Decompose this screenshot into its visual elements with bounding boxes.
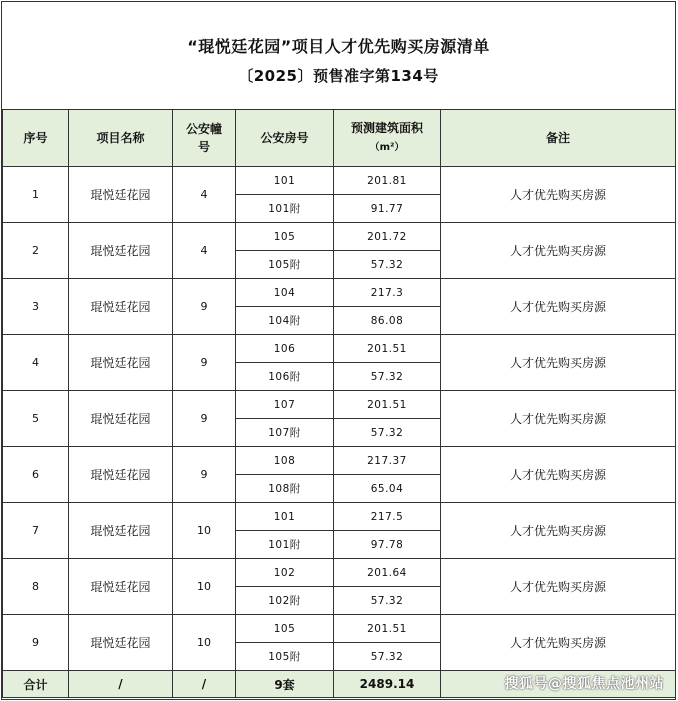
table-row [3,167,676,195]
row-project: 琨悦廷花园 [69,615,173,671]
unit-area: 57.32 [334,419,441,447]
unit-area: 217.37 [334,447,441,475]
unit-room: 101附 [236,531,334,559]
header-room: 公安房号 [236,110,334,167]
unit-area: 201.51 [334,391,441,419]
unit-room: 104附 [236,307,334,335]
row-project: 琨悦廷花园 [69,223,173,279]
row-seq: 7 [3,503,69,559]
row-project: 琨悦廷花园 [69,559,173,615]
row-building: 9 [173,335,236,391]
unit-area: 86.08 [334,307,441,335]
unit-area: 65.04 [334,475,441,503]
header-row [3,110,676,167]
row-note: 人才优先购买房源 [441,615,676,671]
unit-area: 57.32 [334,363,441,391]
total-area: 2489.14 [334,671,441,698]
total-project: / [69,671,173,698]
row-note: 人才优先购买房源 [441,503,676,559]
watermark: 搜狐号@搜狐焦点池州站 [504,676,664,692]
row-building: 4 [173,167,236,223]
unit-room: 105 [236,223,334,251]
row-building: 10 [173,559,236,615]
header-note: 备注 [441,110,676,167]
header-project: 项目名称 [69,110,173,167]
unit-room: 108附 [236,475,334,503]
row-seq: 9 [3,615,69,671]
row-seq: 3 [3,279,69,335]
unit-area: 57.32 [334,587,441,615]
row-seq: 1 [3,167,69,223]
row-seq: 6 [3,447,69,503]
header-building-line1: 公安幢 [185,122,222,136]
header-seq: 序号 [3,110,69,167]
row-project: 琨悦廷花园 [69,335,173,391]
row-building: 10 [173,615,236,671]
unit-room: 105附 [236,643,334,671]
row-seq: 4 [3,335,69,391]
unit-room: 101附 [236,195,334,223]
unit-room: 101 [236,503,334,531]
unit-room: 105附 [236,251,334,279]
table-row [3,447,676,475]
document-title: “琨悦廷花园”项目人才优先购买房源清单 [187,37,490,56]
row-note: 人才优先购买房源 [441,167,676,223]
row-note: 人才优先购买房源 [441,223,676,279]
table-row [3,335,676,363]
row-project: 琨悦廷花园 [69,167,173,223]
unit-area: 201.51 [334,615,441,643]
unit-room: 108 [236,447,334,475]
unit-area: 97.78 [334,531,441,559]
document-sheet [1,1,676,700]
unit-area: 201.72 [334,223,441,251]
unit-area: 57.32 [334,251,441,279]
row-seq: 2 [3,223,69,279]
unit-room: 107 [236,391,334,419]
table-row [3,615,676,643]
unit-area: 201.81 [334,167,441,195]
table-row [3,391,676,419]
unit-room: 102附 [236,587,334,615]
unit-room: 102 [236,559,334,587]
row-note: 人才优先购买房源 [441,447,676,503]
table-body [3,167,676,671]
unit-area: 57.32 [334,643,441,671]
table-row [3,279,676,307]
unit-room: 106 [236,335,334,363]
table-row [3,223,676,251]
row-project: 琨悦廷花园 [69,447,173,503]
header-area-line1: 预测建筑面积 [350,121,423,135]
unit-room: 104 [236,279,334,307]
row-project: 琨悦廷花园 [69,391,173,447]
unit-area: 217.3 [334,279,441,307]
row-note: 人才优先购买房源 [441,559,676,615]
table-row [3,503,676,531]
unit-area: 201.51 [334,335,441,363]
header-area-line2: （m²） [369,142,405,153]
unit-area: 217.5 [334,503,441,531]
header-building [173,110,236,167]
row-project: 琨悦廷花园 [69,503,173,559]
unit-room: 101 [236,167,334,195]
total-label: 合计 [3,671,69,698]
unit-area: 91.77 [334,195,441,223]
unit-area: 201.64 [334,559,441,587]
row-building: 9 [173,391,236,447]
header-building-line2: 号 [197,140,210,154]
row-seq: 5 [3,391,69,447]
total-building: / [173,671,236,698]
row-note: 人才优先购买房源 [441,391,676,447]
unit-room: 106附 [236,363,334,391]
row-building: 9 [173,447,236,503]
row-building: 4 [173,223,236,279]
row-note: 人才优先购买房源 [441,335,676,391]
row-seq: 8 [3,559,69,615]
row-building: 10 [173,503,236,559]
row-note: 人才优先购买房源 [441,279,676,335]
permit-number: 〔2025〕预售准字第134号 [238,67,439,85]
total-room: 9套 [236,671,334,698]
row-building: 9 [173,279,236,335]
unit-room: 105 [236,615,334,643]
unit-room: 107附 [236,419,334,447]
header-area [334,110,441,167]
row-project: 琨悦廷花园 [69,279,173,335]
title-block [2,2,675,110]
listing-table [2,109,676,698]
table-row [3,559,676,587]
